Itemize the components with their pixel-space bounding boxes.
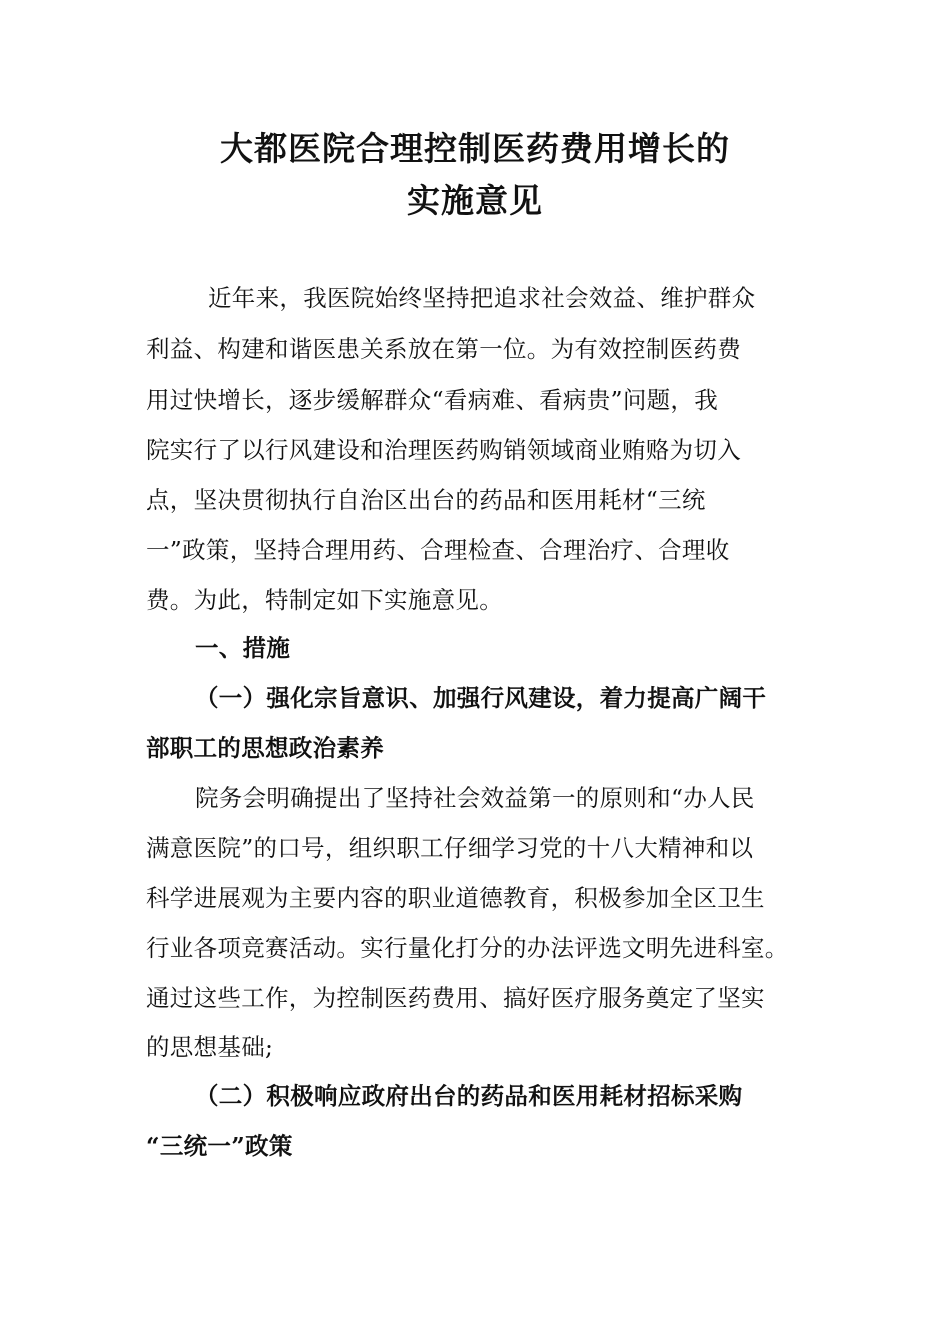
subsection-heading-line: “三统一”政策 xyxy=(146,1132,293,1160)
document-title-line2: 实施意见 xyxy=(407,181,543,220)
body-line: 满意医院”的口号，组织职工仔细学习党的十八大精神和以 xyxy=(146,834,754,862)
subsection-heading-line: （二）积极响应政府出台的药品和医用耗材招标采购 xyxy=(195,1082,743,1110)
body-line: 通过这些工作，为控制医药费用、搞好医疗服务奠定了坚实 xyxy=(146,984,765,1012)
body-line: 院务会明确提出了坚持社会效益第一的原则和“办人民 xyxy=(195,784,755,812)
subsection-heading-line: 部职工的思想政治素养 xyxy=(146,734,384,762)
intro-line: 点，坚决贯彻执行自治区出台的药品和医用耗材“三统 xyxy=(146,486,706,514)
section-heading: 一、措施 xyxy=(195,634,291,662)
body-line: 的思想基础; xyxy=(146,1033,274,1061)
intro-line: 用过快增长，逐步缓解群众“看病难、看病贵”问题，我 xyxy=(146,386,719,414)
intro-line: 院实行了以行风建设和治理医药购销领域商业贿赂为切入 xyxy=(146,436,741,464)
body-line: 科学进展观为主要内容的职业道德教育，积极参加全区卫生 xyxy=(146,884,765,912)
intro-line: 近年来，我医院始终坚持把追求社会效益、维护群众 xyxy=(208,284,756,312)
intro-line: 费。为此，特制定如下实施意见。 xyxy=(146,586,503,614)
document-title-line1: 大都医院合理控制医药费用增长的 xyxy=(220,129,730,168)
intro-line: 一”政策，坚持合理用药、合理检查、合理治疗、合理收 xyxy=(146,536,730,564)
body-line: 行业各项竞赛活动。实行量化打分的办法评选文明先进科室。 xyxy=(146,934,789,962)
subsection-heading-line: （一）强化宗旨意识、加强行风建设，着力提高广阔干 xyxy=(195,684,767,712)
intro-line: 利益、构建和谐医患关系放在第一位。为有效控制医药费 xyxy=(146,335,741,363)
